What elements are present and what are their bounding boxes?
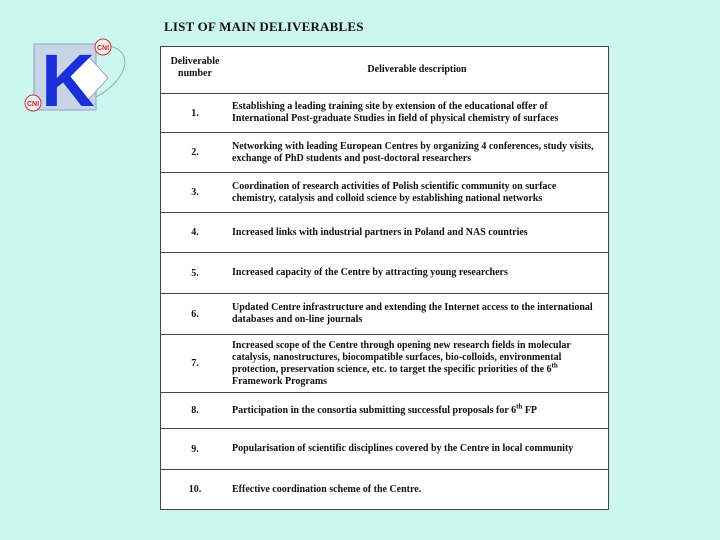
- table-row: [161, 392, 608, 428]
- page-title: LIST OF MAIN DELIVERABLES: [164, 19, 364, 34]
- table-header-row: [161, 47, 608, 93]
- deliverable-description: Updated Centre infrastructure and extending the Internet access to the international databases and on-line journals: [232, 302, 593, 325]
- deliverable-number: 2.: [191, 147, 199, 158]
- number-column-header: [161, 47, 229, 93]
- table-row: [161, 334, 608, 392]
- table-row: [161, 212, 608, 252]
- deliverable-description: [229, 393, 608, 428]
- deliverable-number: 5.: [191, 267, 199, 279]
- deliverable-description: [229, 335, 608, 392]
- table-row: [161, 252, 608, 293]
- logo-letter: K: [41, 39, 95, 118]
- table-row: [161, 132, 608, 172]
- table-row: [161, 469, 608, 509]
- description-column-header: Deliverable description: [367, 64, 467, 75]
- deliverable-description: Coordination of research activities of Polish scientific community on surface chemistry, catalysis and colloid science by establishing national networks: [232, 180, 557, 204]
- number-header-line2: number: [178, 68, 212, 79]
- description-text: Increased scope of the Centre through opening new research fields in molecular catalysis, nanostructures, biocompatible surfaces, bio-colloids, environmental protection, preservation science, etc. to target the specific priorities of the 6: [232, 339, 571, 375]
- table-row: [161, 428, 608, 469]
- table-row: [161, 293, 608, 334]
- deliverable-description: Increased capacity of the Centre by attracting young researchers: [232, 267, 508, 278]
- description-text: Participation in the consortia submitting successful proposals for 6: [232, 404, 517, 416]
- logo-badge-bottom: CNI: [26, 101, 40, 108]
- deliverable-description: Establishing a leading training site by extension of the educational offer of International Post-graduate Studies in field of physical chemistry of surfaces: [232, 101, 559, 124]
- number-header-line1: Deliverable: [170, 56, 220, 67]
- deliverable-number: 10.: [188, 484, 202, 495]
- deliverable-number: 3.: [191, 187, 199, 198]
- logo-badge-top: CNI: [96, 45, 110, 52]
- deliverables-table: [160, 46, 609, 510]
- description-text-end: Framework Programs: [232, 375, 328, 387]
- table-row: [161, 172, 608, 212]
- deliverable-number: 1.: [191, 107, 199, 119]
- superscript-th: th: [551, 361, 558, 370]
- description-text-end: FP: [522, 404, 538, 416]
- deliverable-description: Effective coordination scheme of the Centre.: [232, 483, 422, 495]
- deliverable-description: Increased links with industrial partners in Poland and NAS countries: [232, 226, 528, 238]
- deliverable-number: 4.: [191, 227, 199, 238]
- deliverable-number: 6.: [191, 308, 199, 320]
- centre-logo: [20, 36, 135, 118]
- deliverable-number: 9.: [191, 443, 199, 455]
- deliverable-description: Popularisation of scientific disciplines covered by the Centre in local community: [232, 443, 574, 454]
- deliverable-number: 8.: [191, 405, 199, 416]
- superscript-th: th: [516, 402, 523, 411]
- deliverable-number: 7.: [191, 358, 199, 369]
- deliverable-description: Networking with leading European Centres by organizing 4 conferences, study visits, exchange of PhD students and post-doctoral researchers: [232, 140, 594, 164]
- table-row: [161, 93, 608, 132]
